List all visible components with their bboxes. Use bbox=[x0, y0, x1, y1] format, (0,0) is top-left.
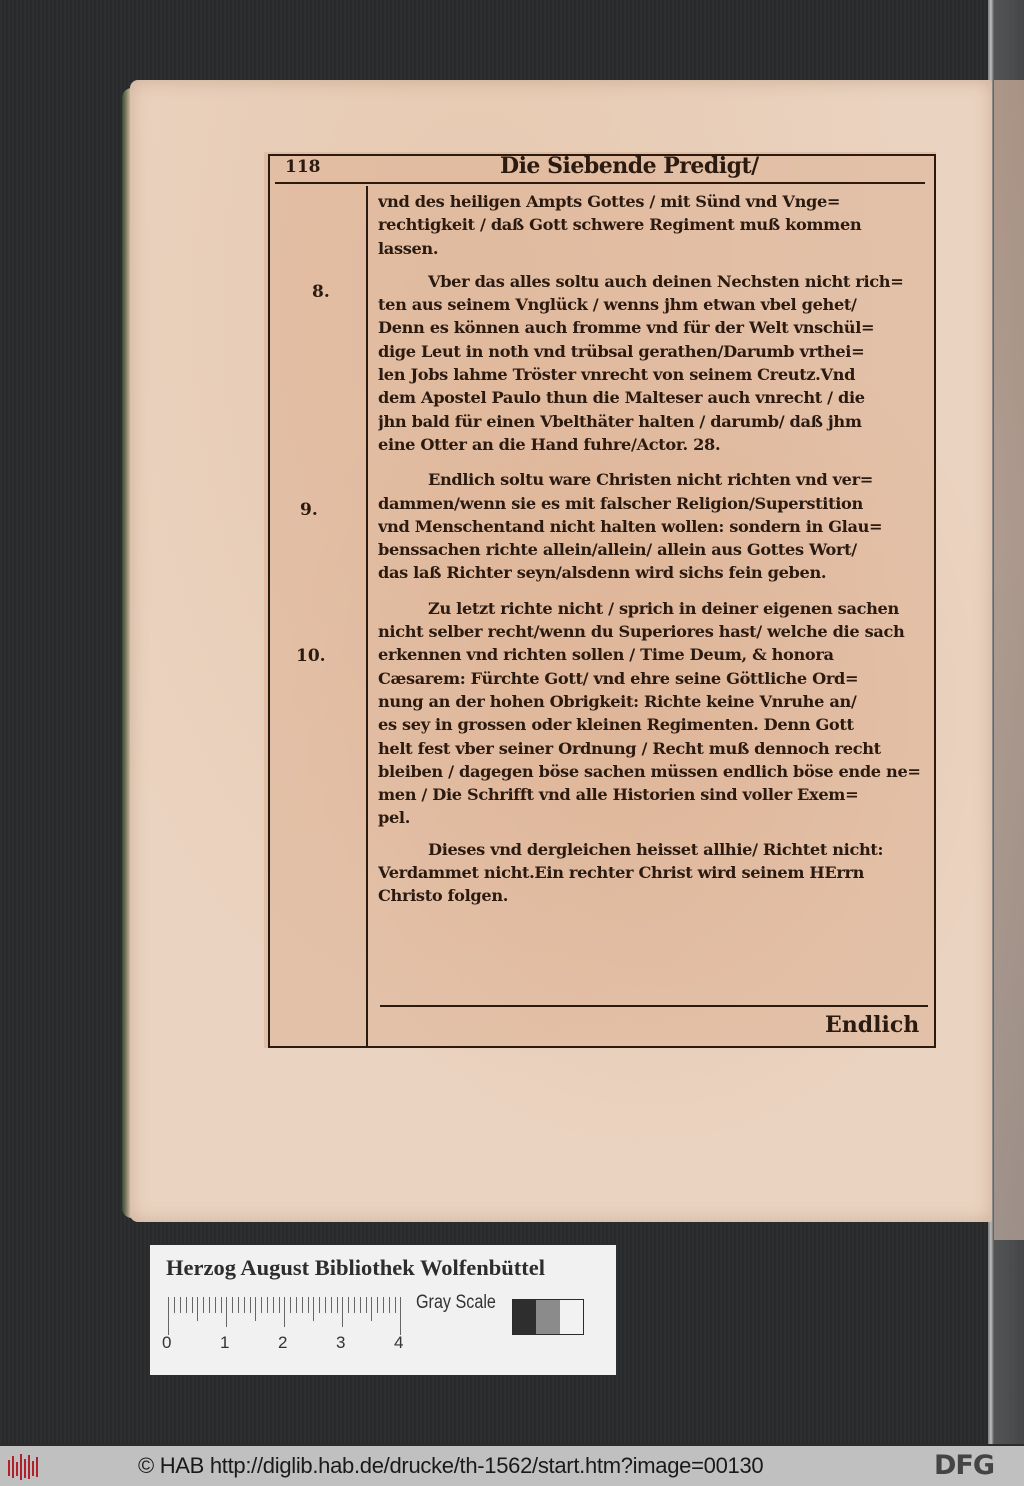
text-line: Cæsarem: Fürchte Gott/ vnd ehre seine Göttliche Ord= bbox=[378, 668, 859, 688]
text-line: rechtigkeit / daß Gott schwere Regiment muß kommen bbox=[378, 215, 862, 235]
text-line: vnd Menschentand nicht halten wollen: sondern in Glau= bbox=[378, 516, 883, 536]
text-line: Zu letzt richte nicht / sprich in deiner eigenen sachen bbox=[428, 598, 899, 618]
ruler-label: 1 bbox=[220, 1333, 230, 1352]
ruler-label: 0 bbox=[162, 1333, 172, 1352]
catchword: Endlich bbox=[825, 1012, 920, 1038]
header-rule bbox=[275, 182, 925, 184]
hab-logo-icon bbox=[6, 1452, 42, 1482]
text-line: Dieses vnd dergleichen heisset allhie/ Richtet nicht: bbox=[428, 839, 884, 859]
dfg-logo: DFG bbox=[934, 1450, 995, 1481]
text-line: Verdammet nicht.Ein rechter Christ wird seinem HErrn bbox=[378, 863, 865, 883]
text-line: Christo folgen. bbox=[378, 886, 509, 906]
gray-scale-swatches bbox=[512, 1299, 584, 1335]
text-line: nicht selber recht/wenn du Superiores hast/ welche die sach bbox=[378, 622, 905, 642]
section-number: 9. bbox=[300, 500, 318, 520]
text-line: len Jobs lahme Tröster vnrecht von seinem Creutz.Vnd bbox=[378, 365, 856, 385]
text-line: lassen. bbox=[378, 238, 439, 258]
text-line: es sey in grossen oder kleinen Regimenten. Denn Gott bbox=[378, 715, 854, 735]
calibration-card bbox=[150, 1245, 616, 1375]
swatch-dark bbox=[513, 1300, 536, 1334]
text-line: das laß Richter seyn/alsdenn wird sichs fein geben. bbox=[378, 563, 827, 583]
frame-rule-bottom bbox=[268, 1046, 936, 1048]
body-text bbox=[378, 190, 928, 908]
scale-ruler bbox=[168, 1297, 412, 1337]
text-line: ten aus seinem Vnglück / wenns jhm etwan vbel gehet/ bbox=[378, 295, 857, 315]
paragraph-8 bbox=[378, 270, 928, 456]
paragraph-continuation bbox=[378, 190, 928, 260]
copyright-link[interactable]: © HAB http://diglib.hab.de/drucke/th-1562/start.htm?image=00130 bbox=[138, 1453, 764, 1478]
footer-rule bbox=[380, 1005, 928, 1007]
frame-rule-left bbox=[268, 154, 270, 1046]
text-line: men / Die Schrifft vnd alle Historien sind voller Exem= bbox=[378, 785, 859, 805]
text-line: vnd des heiligen Ampts Gottes / mit Sünd vnd Vnge= bbox=[378, 192, 841, 211]
swatch-mid bbox=[536, 1300, 559, 1334]
ruler-label: 4 bbox=[394, 1333, 404, 1352]
text-line: pel. bbox=[378, 808, 411, 828]
running-head: Die Siebende Predigt/ bbox=[500, 153, 759, 179]
ruler-label: 2 bbox=[278, 1333, 288, 1352]
text-line: jhn bald für einen Vbelthäter halten / darumb/ daß jhm bbox=[378, 411, 862, 431]
text-line: helt fest vber seiner Ordnung / Recht muß dennoch recht bbox=[378, 738, 881, 758]
text-line: nung an der hohen Obrigkeit: Richte keine Vnruhe an/ bbox=[378, 691, 857, 711]
section-number: 10. bbox=[296, 646, 326, 666]
gray-scale-label: Gray Scale bbox=[416, 1292, 496, 1313]
ruler-labels bbox=[162, 1333, 432, 1355]
text-line: dem Apostel Paulo thun die Malteser auch vnrecht / die bbox=[378, 388, 865, 408]
paragraph-conclusion bbox=[378, 838, 928, 908]
text-line: Denn es können auch fromme vnd für der Welt vnschül= bbox=[378, 318, 875, 338]
swatch-light bbox=[560, 1300, 583, 1334]
library-name: Herzog August Bibliothek Wolfenbüttel bbox=[166, 1255, 545, 1280]
ruler-label: 3 bbox=[336, 1333, 346, 1352]
frame-rule-right bbox=[934, 154, 936, 1046]
footer-bar bbox=[0, 1446, 1024, 1486]
text-line: Endlich soltu ware Christen nicht richten vnd ver= bbox=[428, 470, 874, 490]
text-line: dammen/wenn sie es mit falscher Religion/Superstition bbox=[378, 493, 863, 513]
margin-rule bbox=[366, 186, 368, 1046]
text-line: erkennen vnd richten sollen / Time Deum, & honora bbox=[378, 645, 834, 665]
text-line: Vber das alles soltu auch deinen Nechsten nicht rich= bbox=[428, 271, 904, 291]
page-number: 118 bbox=[285, 157, 321, 177]
glass-plate-reflection bbox=[994, 80, 1024, 1240]
paragraph-9 bbox=[378, 468, 928, 584]
paragraph-10 bbox=[378, 597, 928, 830]
text-line: eine Otter an die Hand fuhre/Actor. 28. bbox=[378, 434, 721, 454]
text-line: dige Leut in noth vnd trübsal gerathen/Darumb vrthei= bbox=[378, 341, 865, 361]
text-line: bleiben / dagegen böse sachen müssen endlich böse ende ne= bbox=[378, 761, 921, 781]
section-number: 8. bbox=[312, 282, 330, 302]
text-line: benssachen richte allein/allein/ allein aus Gottes Wort/ bbox=[378, 540, 857, 560]
